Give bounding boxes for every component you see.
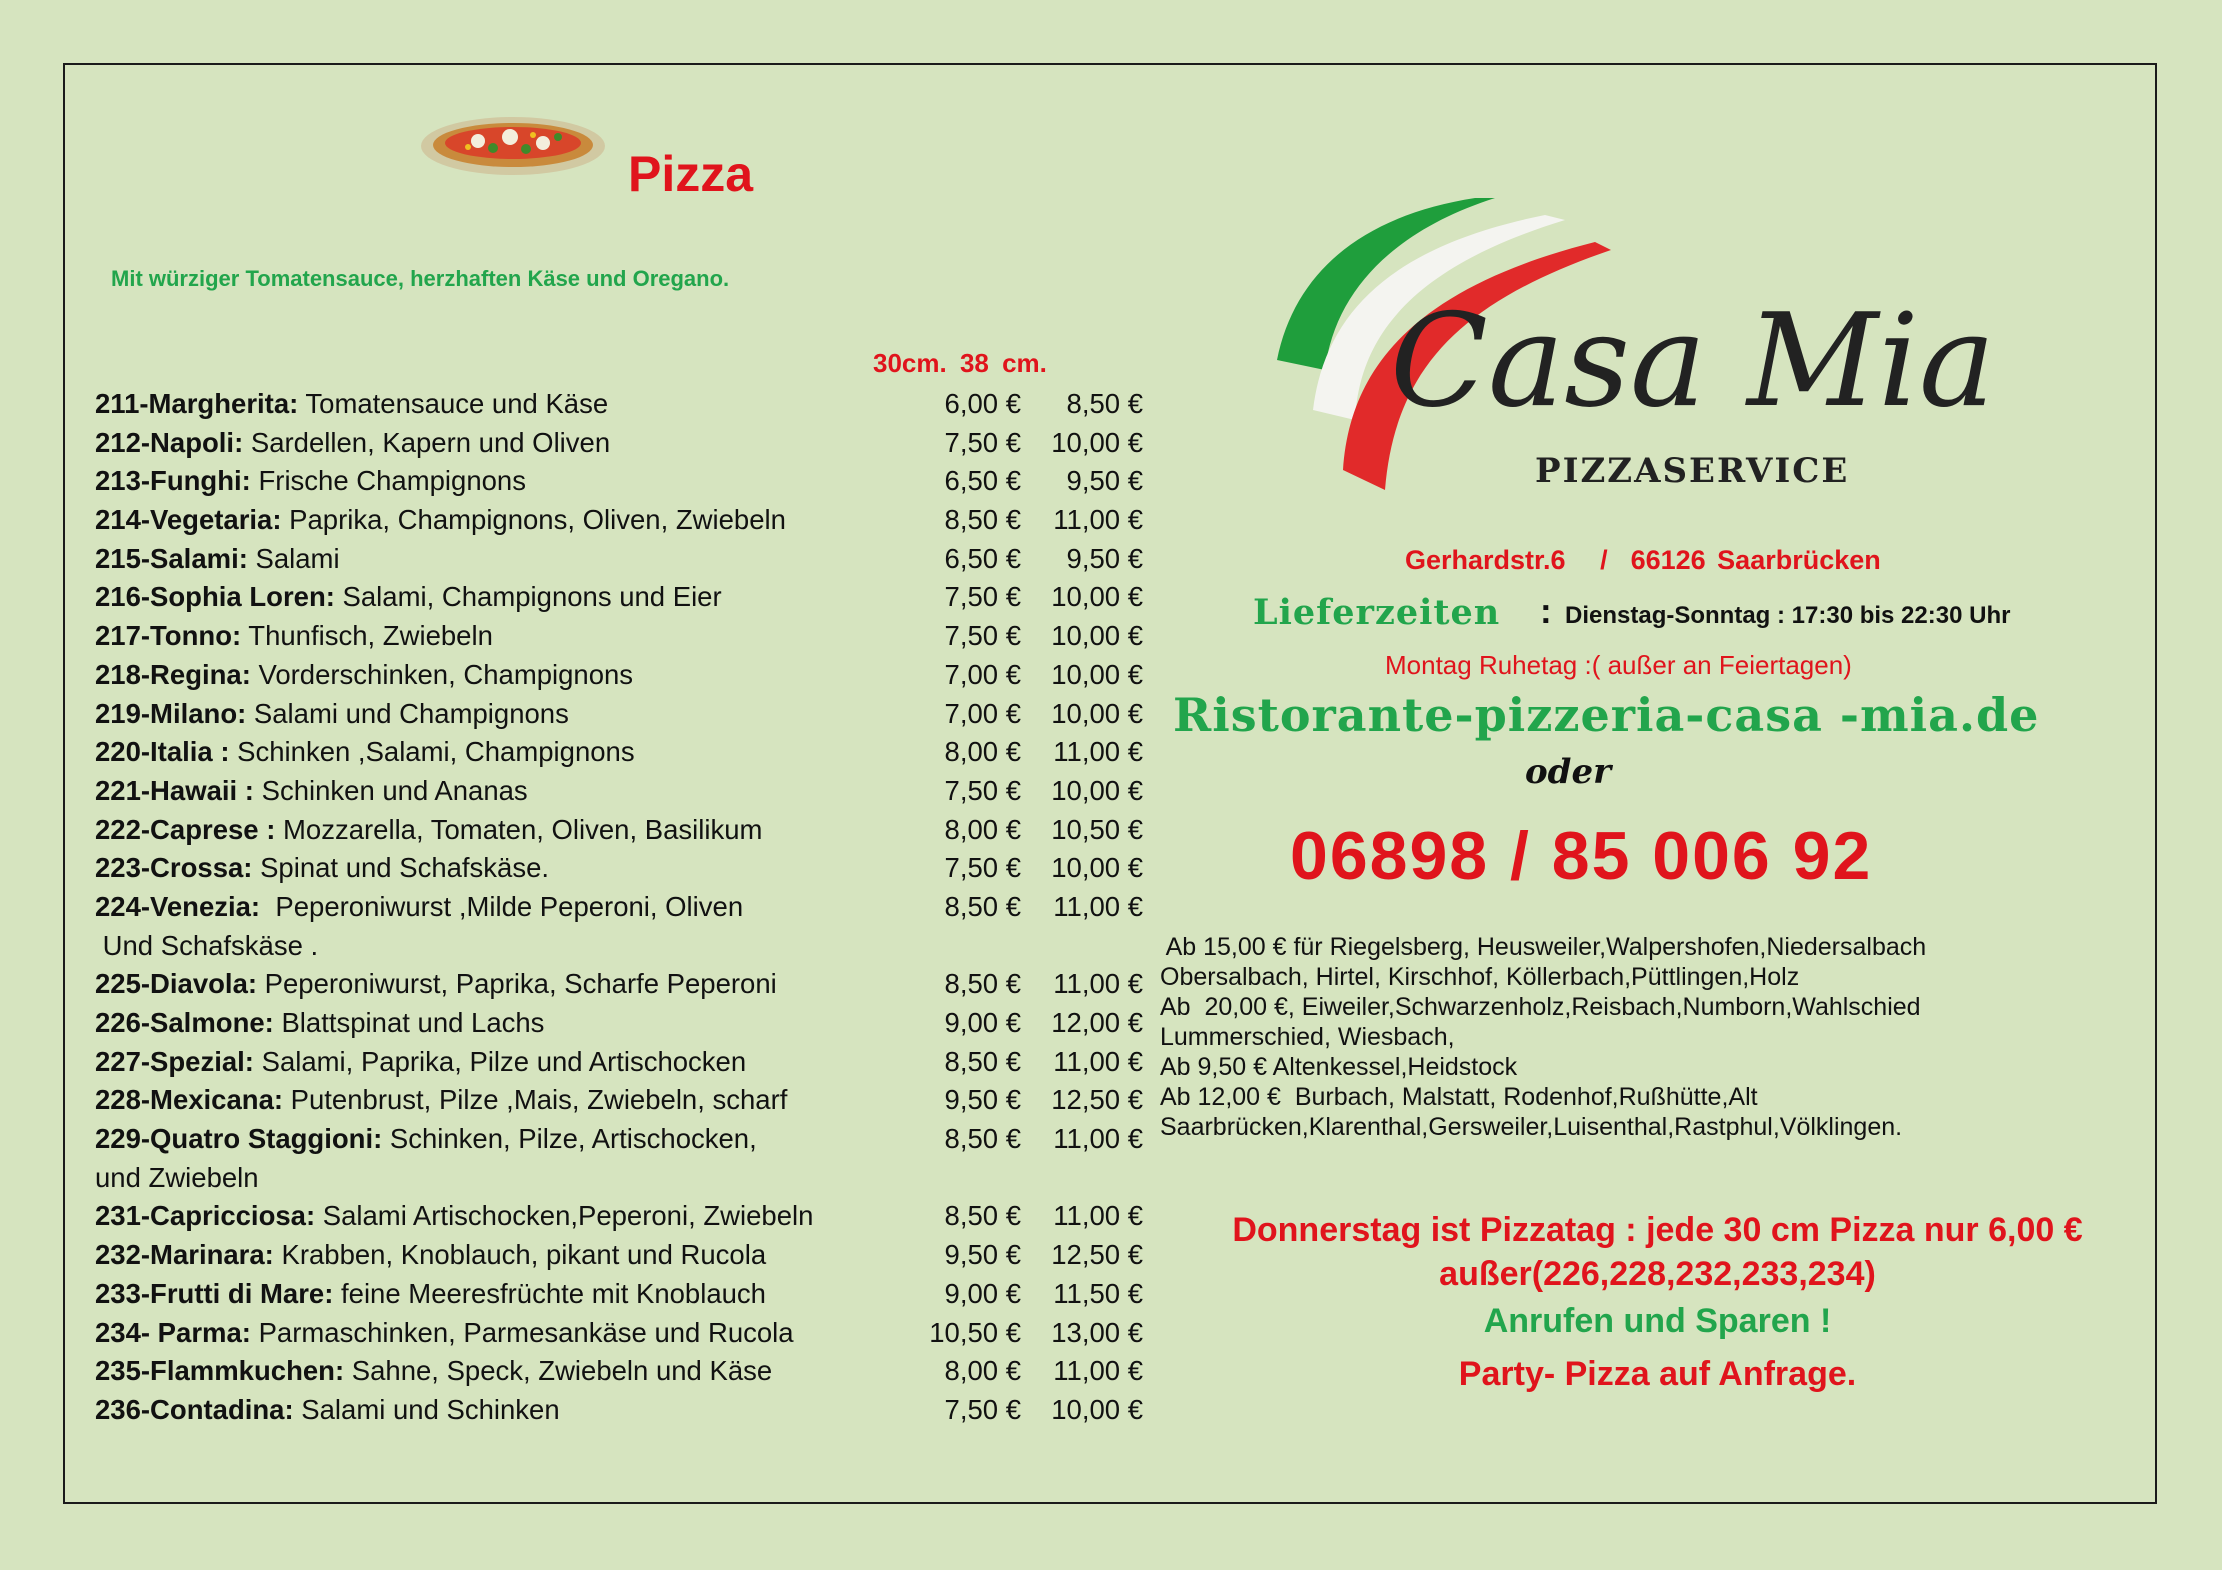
menu-item xyxy=(95,695,1143,734)
menu-item xyxy=(95,1004,1143,1043)
menu-item xyxy=(95,424,1143,463)
menu-item-desc: Peperoniwurst ,Milde Peperoni, Oliven xyxy=(260,890,744,922)
menu-item-desc: Sahne, Speck, Zwiebeln und Käse xyxy=(344,1355,773,1387)
menu-item-desc: Tomatensauce und Käse xyxy=(298,388,609,419)
menu-item xyxy=(95,1314,1143,1353)
menu-item xyxy=(95,849,1143,888)
price-38cm: 11,50 € xyxy=(1053,1277,1143,1309)
pizza-day-promo xyxy=(1165,1208,2150,1296)
menu-item xyxy=(95,462,1143,501)
price-30cm: 8,50 € xyxy=(944,890,1021,922)
menu-item-desc: Peperoniwurst, Paprika, Scharfe Peperoni xyxy=(257,968,777,1000)
delivery-hours: Dienstag-Sonntag : 17:30 bis 22:30 Uhr xyxy=(1565,602,2011,629)
menu-item xyxy=(95,888,1143,927)
pizza-menu-list xyxy=(95,385,1143,1430)
price-30cm: 10,50 € xyxy=(929,1316,1021,1348)
price-30cm: 7,50 € xyxy=(944,774,1021,806)
menu-item-desc: Parmaschinken, Parmesankäse und Rucola xyxy=(250,1316,794,1348)
menu-item-name: 217-Tonno: xyxy=(95,620,242,652)
menu-item-name: 233-Frutti di Mare: xyxy=(95,1277,334,1309)
price-38cm: 10,00 € xyxy=(1051,697,1143,729)
promo-line-2: außer(226,228,232,233,234) xyxy=(1439,1255,1876,1293)
menu-item-desc: Krabben, Knoblauch, pikant und Rucola xyxy=(273,1239,767,1271)
website-link[interactable]: Ristorante-pizzeria-casa -mia.de xyxy=(1173,688,2040,742)
price-30cm: 8,50 € xyxy=(944,1200,1021,1232)
price-38cm: 12,50 € xyxy=(1051,1239,1143,1271)
price-38cm: 11,00 € xyxy=(1053,504,1143,536)
menu-item-name: 215-Salami: xyxy=(95,542,248,574)
menu-item-desc: Putenbrust, Pilze ,Mais, Zwiebeln, scharf xyxy=(283,1084,788,1116)
price-38cm: 8,50 € xyxy=(1066,388,1143,419)
menu-item-continuation xyxy=(95,927,1105,966)
menu-item-name: 218-Regina: xyxy=(95,658,251,690)
menu-item-name: 231-Capricciosa: xyxy=(95,1200,316,1232)
price-30cm: 7,00 € xyxy=(944,697,1021,729)
menu-item-desc: Schinken, Pilze, Artischocken, xyxy=(382,1123,757,1155)
price-38cm: 11,00 € xyxy=(1053,1045,1143,1077)
price-30cm: 9,50 € xyxy=(944,1084,1021,1116)
menu-item-name: 223-Crossa: xyxy=(95,852,253,884)
price-38cm: 10,00 € xyxy=(1051,426,1143,458)
menu-item-desc: feine Meeresfrüchte mit Knoblauch xyxy=(333,1277,766,1309)
menu-item-desc: Blattspinat und Lachs xyxy=(273,1007,545,1038)
price-30cm: 7,50 € xyxy=(944,426,1021,458)
menu-item xyxy=(95,1391,1143,1430)
price-38cm: 9,50 € xyxy=(1066,542,1143,574)
price-30cm: 6,50 € xyxy=(944,465,1021,497)
price-38cm: 11,00 € xyxy=(1053,736,1143,768)
menu-item-name: 216-Sophia Loren: xyxy=(95,581,335,613)
menu-item-name: 220-Italia : xyxy=(95,736,230,768)
or-label: oder xyxy=(1525,752,1611,792)
price-38cm: 12,00 € xyxy=(1051,1007,1143,1038)
party-pizza-note: Party- Pizza auf Anfrage. xyxy=(1458,1355,1857,1393)
price-30cm: 7,00 € xyxy=(944,658,1021,690)
delivery-times-colon: : xyxy=(1540,592,1552,631)
address: Gerhardstr.6 / 66126 Saarbrücken xyxy=(1405,545,1881,575)
price-38cm: 10,00 € xyxy=(1051,658,1143,690)
menu-item-desc: Frische Champignons xyxy=(250,465,526,497)
price-30cm: 7,50 € xyxy=(944,581,1021,613)
menu-item-desc: Salami Artischocken,Peperoni, Zwiebeln xyxy=(315,1200,814,1232)
menu-item-desc: Schinken ,Salami, Champignons xyxy=(229,736,635,768)
price-30cm: 8,50 € xyxy=(944,504,1021,536)
menu-item-desc-continued: und Zwiebeln xyxy=(95,1161,259,1193)
promo-line-1: Donnerstag ist Pizzatag : jede 30 cm Pizza nur 6,00 € xyxy=(1232,1211,2083,1249)
menu-item xyxy=(95,1197,1143,1236)
menu-item xyxy=(95,1352,1143,1391)
menu-item-name: 227-Spezial: xyxy=(95,1045,254,1077)
menu-item-name: 228-Mexicana: xyxy=(95,1084,284,1116)
menu-item xyxy=(95,617,1143,656)
menu-item-name: 235-Flammkuchen: xyxy=(95,1355,345,1387)
price-30cm: 8,00 € xyxy=(944,736,1021,768)
menu-item-desc: Salami xyxy=(247,542,340,574)
menu-item xyxy=(95,772,1143,811)
menu-item xyxy=(95,1043,1143,1082)
menu-item-desc: Salami und Schinken xyxy=(293,1393,560,1425)
menu-item-name: 214-Vegetaria: xyxy=(95,504,282,536)
menu-item xyxy=(95,578,1143,617)
menu-item-name: 225-Diavola: xyxy=(95,968,258,1000)
menu-item-desc-continued: Und Schafskäse . xyxy=(95,929,319,961)
price-38cm: 10,00 € xyxy=(1051,620,1143,652)
logo-tagline: PIZZASERVICE xyxy=(1535,451,1850,491)
menu-item-name: 211-Margherita: xyxy=(95,388,299,419)
menu-item xyxy=(95,1275,1143,1314)
menu-item-desc: Salami und Champignons xyxy=(246,697,569,729)
closed-day-note: Montag Ruhetag :( außer an Feiertagen) xyxy=(1385,650,1852,680)
price-38cm: 11,00 € xyxy=(1053,890,1143,922)
price-38cm: 11,00 € xyxy=(1053,1123,1143,1155)
logo-name: Casa Mia xyxy=(1390,287,1996,436)
menu-item-desc: Paprika, Champignons, Oliven, Zwiebeln xyxy=(281,504,786,536)
delivery-area-info: Ab 15,00 € für Riegelsberg, Heusweiler,Walpershofen,Niedersalbach Obersalbach, Hirtel, Kirschhof, Köllerbach,Püttlingen,Holz Ab 20,00 €, Eiweiler,Schwarzenholz,Reisbach,Numborn,Wahlschied Lummerschied, Wiesbach, Ab 9,50 € Altenkessel,Heidstock Ab 12,00 € Burbach, Malstatt, Rodenhof,Rußhütte,Alt Saarbrücken,Klarenthal,Gersweiler,Luisenthal,Rastphul,Völklingen. xyxy=(1160,933,1927,1141)
price-38cm: 13,00 € xyxy=(1051,1316,1143,1348)
menu-item-name: 213-Funghi: xyxy=(95,465,251,497)
pizza-image xyxy=(418,115,608,177)
menu-item-name: 232-Marinara: xyxy=(95,1239,274,1271)
menu-item xyxy=(95,1081,1143,1120)
menu-item xyxy=(95,540,1143,579)
price-38cm: 9,50 € xyxy=(1066,465,1143,497)
menu-item-name: 221-Hawaii : xyxy=(95,774,254,806)
section-title: Pizza xyxy=(628,146,754,202)
phone-number[interactable]: 06898 / 85 006 92 xyxy=(1290,818,1873,894)
menu-item-name: 212-Napoli: xyxy=(95,426,244,458)
price-30cm: 7,50 € xyxy=(944,620,1021,652)
menu-item-name: 222-Caprese : xyxy=(95,813,276,845)
casa-mia-logo xyxy=(1255,190,2055,520)
delivery-times-label: Lieferzeiten xyxy=(1253,592,1501,633)
menu-item-desc: Sardellen, Kapern und Oliven xyxy=(243,426,611,458)
menu-item-continuation xyxy=(95,1159,1105,1198)
menu-item xyxy=(95,1120,1143,1159)
price-30cm: 8,50 € xyxy=(944,1123,1021,1155)
menu-item-desc: Thunfisch, Zwiebeln xyxy=(241,620,493,652)
price-30cm: 6,50 € xyxy=(944,542,1021,574)
menu-item xyxy=(95,656,1143,695)
price-38cm: 11,00 € xyxy=(1053,1355,1143,1387)
menu-item xyxy=(95,385,1143,424)
menu-item-desc: Salami, Champignons und Eier xyxy=(334,581,722,613)
price-38cm: 10,50 € xyxy=(1051,813,1143,845)
price-30cm: 8,50 € xyxy=(944,1045,1021,1077)
price-38cm: 10,00 € xyxy=(1051,581,1143,613)
price-30cm: 8,50 € xyxy=(944,968,1021,1000)
menu-item-name: 219-Milano: xyxy=(95,697,247,729)
price-30cm: 7,50 € xyxy=(944,852,1021,884)
menu-item-name: 229-Quatro Staggioni: xyxy=(95,1123,383,1155)
menu-item-name: 236-Contadina: xyxy=(95,1393,294,1425)
price-38cm: 11,00 € xyxy=(1053,1200,1143,1232)
price-30cm: 8,00 € xyxy=(944,1355,1021,1387)
menu-item xyxy=(95,501,1143,540)
menu-item-desc: Spinat und Schafskäse. xyxy=(252,852,550,884)
menu-item xyxy=(95,1236,1143,1275)
price-30cm: 9,00 € xyxy=(944,1277,1021,1309)
section-subtitle: Mit würziger Tomatensauce, herzhaften Käse und Oregano. xyxy=(111,266,730,291)
call-and-save: Anrufen und Sparen ! xyxy=(1483,1302,1832,1340)
price-38cm: 12,50 € xyxy=(1051,1084,1143,1116)
menu-item-desc: Mozzarella, Tomaten, Oliven, Basilikum xyxy=(275,813,763,845)
menu-item-name: 234- Parma: xyxy=(95,1316,251,1348)
menu-item-desc: Schinken und Ananas xyxy=(253,774,528,806)
menu-item-name: 226-Salmone: xyxy=(95,1007,274,1038)
price-30cm: 7,50 € xyxy=(944,1393,1021,1425)
price-38cm: 10,00 € xyxy=(1051,1393,1143,1425)
menu-item-desc: Vorderschinken, Champignons xyxy=(250,658,634,690)
menu-item xyxy=(95,965,1143,1004)
price-38cm: 10,00 € xyxy=(1051,774,1143,806)
price-30cm: 6,00 € xyxy=(944,388,1021,419)
price-30cm: 9,50 € xyxy=(944,1239,1021,1271)
menu-item-desc: Salami, Paprika, Pilze und Artischocken xyxy=(253,1045,747,1077)
price-38cm: 11,00 € xyxy=(1053,968,1143,1000)
menu-item-name: 224-Venezia: xyxy=(95,890,261,922)
menu-item xyxy=(95,733,1143,772)
menu-item xyxy=(95,811,1143,850)
price-30cm: 9,00 € xyxy=(944,1007,1021,1038)
size-header: 30cm. 38 cm. xyxy=(873,348,1047,378)
price-38cm: 10,00 € xyxy=(1051,852,1143,884)
price-30cm: 8,00 € xyxy=(944,813,1021,845)
